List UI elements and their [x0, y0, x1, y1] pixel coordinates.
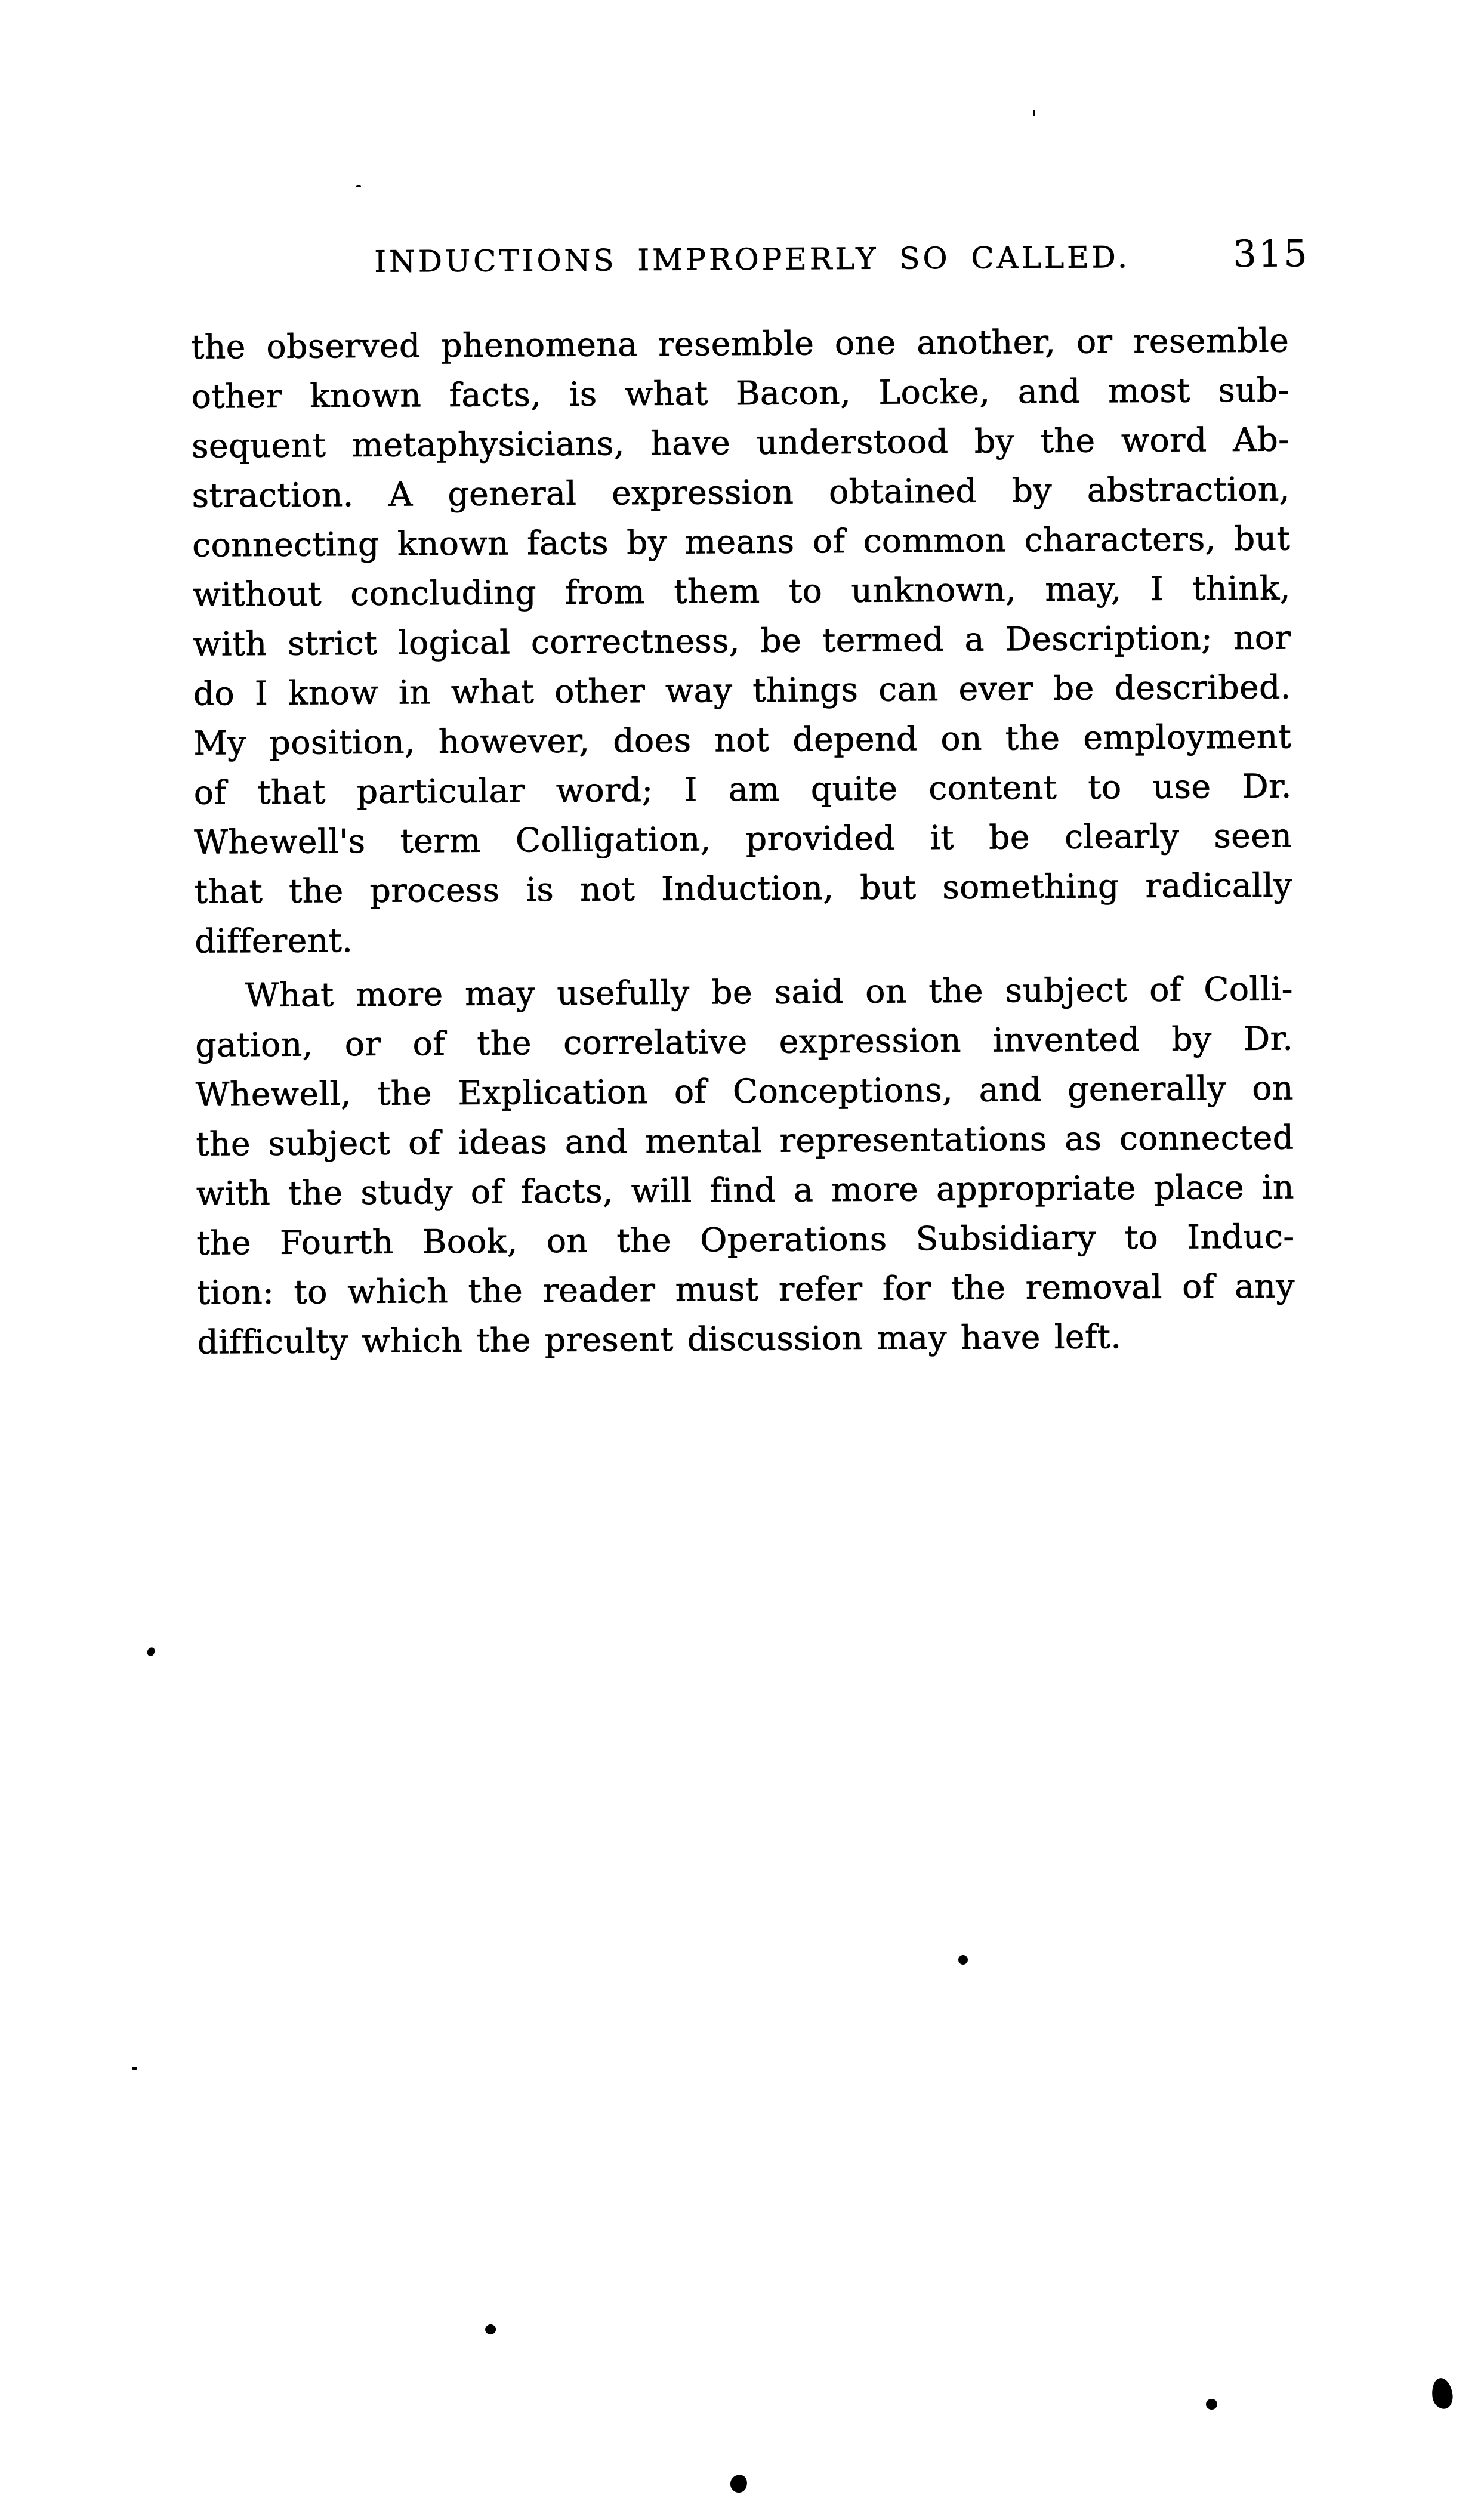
text-line: My position, however, does not depend on the employment [193, 717, 1292, 762]
page-header-title: INDUCTIONS IMPROPERLY SO CALLED. [374, 240, 1131, 279]
running-header [0, 233, 1481, 289]
text-line: connecting known facts by means of common characters, but [192, 519, 1291, 564]
ink-speck-left-margin [146, 1646, 156, 1657]
ink-dot-middle [958, 1955, 968, 1965]
text-line: without concluding from them to unknown, may, I think, [192, 569, 1291, 614]
text-line: that the process is not Induction, but something radically [194, 866, 1293, 911]
text-line: straction. A general expression obtained by abstraction, [192, 470, 1290, 515]
ink-blob-lower-left [484, 2323, 497, 2336]
text-line: gation, or of the correlative expression invented by Dr. [195, 1019, 1294, 1064]
ink-blot-right-edge [1430, 2377, 1455, 2410]
text-line: Whewell, the Explication of Conceptions, and generally on [195, 1068, 1294, 1114]
text-line: of that particular word; I am quite content to use Dr. [193, 767, 1292, 812]
ink-dash-left [132, 2067, 137, 2070]
text-line: different. [195, 921, 353, 961]
body-text [191, 316, 1295, 1367]
text-line: the Fourth Book, on the Operations Subsidiary to Induc- [196, 1217, 1295, 1262]
text-line: with the study of facts, will find a more appropriate place in [196, 1168, 1295, 1213]
paragraph [195, 964, 1295, 1367]
text-line: difficulty which the present discussion may have left. [197, 1317, 1122, 1361]
text-line: other known facts, is what Bacon, Locke, and most sub- [191, 370, 1289, 416]
text-line: the subject of ideas and mental representations as connected [196, 1118, 1294, 1163]
text-line: with strict logical correctness, be termed a Description; nor [193, 618, 1291, 663]
ink-dash-top-left [356, 185, 361, 187]
text-line: Whewell's term Colligation, provided it be clearly seen [194, 816, 1292, 861]
text-line: the observed phenomena resemble one another, or resemble [191, 321, 1289, 366]
ink-tick-top-right [1033, 110, 1035, 116]
ink-dot-bottom-center [728, 2472, 750, 2495]
paragraph [191, 316, 1293, 966]
text-line: do I know in what other way things can ever be described. [193, 668, 1291, 713]
text-line: sequent metaphysicians, have understood by the word Ab- [192, 420, 1290, 465]
ink-dot-bottom-right [1206, 2399, 1217, 2410]
page-number: 315 [1233, 231, 1309, 276]
text-line: tion: to which the reader must refer for the removal of any [196, 1267, 1295, 1312]
text-line: What more may usefully be said on the subject of Colli- [245, 969, 1294, 1015]
